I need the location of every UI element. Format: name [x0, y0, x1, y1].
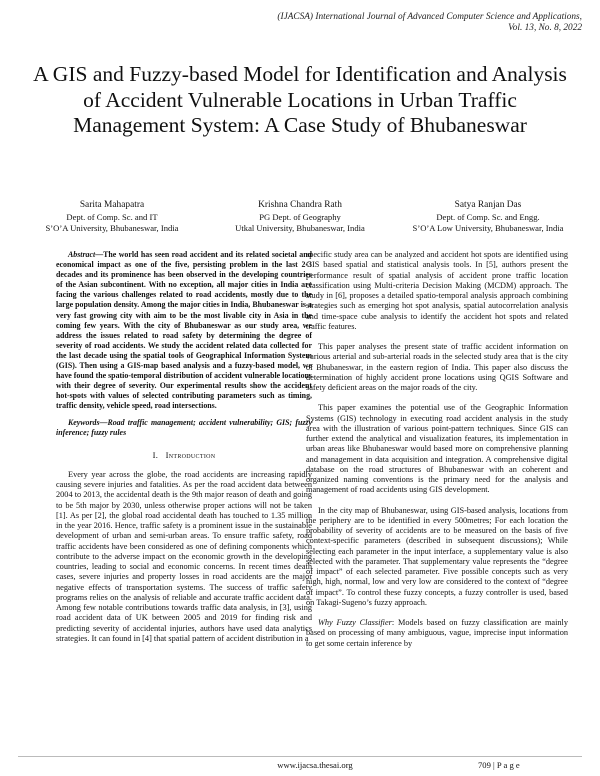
keywords [56, 418, 312, 438]
body-paragraph: This paper examines the potential use of the Geographic Information Systems (GIS) technology in executing road accident analysis in the study area with the illustration of various point-pattern techniques. Since GIS can further extend the analytical and visualization features, its implementation in urban areas like Bhubaneswar would based more on comprehensive planning and management in data acquisition and integration. A comprehensive digital database on the road structures of Bhubaneswar with an coherent and organized naming conventions is the primary need for the analysis and management of road accidents using GIS development. [306, 403, 568, 495]
body-paragraph: Every year across the globe, the road accidents are increasing rapidly causing severe injuries and fatalities. As per the road accident data between 2004 to 2013, the accidental death is the 9th major reason of death and going to be 5th major by 2030, unless otherwise proper actions will not be taken [1]. As per [2], the global road accidental death has touched to 1.35 million in the year 2016. Hence, traffic safety is a prominent issue in the sustainable development of urban and semi-urban areas. To ensure traffic safety, road traffic accidents have been considered as one of defining components which contribute to the adverse impact on the economic growth in the developing countries, leading to social and economic concerns. In recent times death cases, severe injuries and property losses in road accidents are the major negative effects of transportation systems. The success of traffic safety programs relies on the analysis of reliable and accurate traffic accident data. Among few notable contributions towards traffic data analysis, in [3], using road accident data of UK between 2005 and 2019 for finding risk and predicting severity of accidental injuries, authors have used data analytics strategies. It can found in [4] that spatial pattern of accident distribution in a [56, 469, 312, 643]
paragraph-text: : Models based on fuzzy classification are mainly based on processing of many ambiguous, vague, imprecise input information to get some certain inference by [306, 618, 568, 648]
page-footer [0, 760, 600, 772]
footer-divider [18, 756, 582, 757]
author-2 [206, 200, 394, 234]
author-name: Sarita Mahapatra [79, 200, 145, 210]
abstract-label: Abstract [68, 250, 96, 259]
keywords-text: —Road traffic management; accident vulnerability; GIS; fuzzy inference; fuzzy rules [56, 417, 312, 437]
keywords-label: Keywords [68, 417, 100, 427]
abstract-text: —The world has seen road accident and its related societal and economical impact as one of the five, persisting problem in the last 2-3 decades and its prominence has been observed in the developing countries of the Asian subcontinent. With no exception, all major cities in India are facing the various challenges related to road accidents, mostly due to the large population density. Among the major cities in India, Bhubaneswar is a very fast growing city with aim to be the most livable city in Asia in the coming few years. With the city of Bhubaneswar as our study area, we address the issues related to road safety by determining the degree of severity of road accidents. We study the accident related data collected for the last decade using the spatial tools of Geographical Information System (GIS). Then using a GIS-map based analysis and a fuzzy-based model, we have found the spatio-temporal distribution of accident vulnerable locations with their degree of severity. Our experimental results show the accident hot-spots with values of selected contributing parameters such as timing, traffic density, vehicle speed, road intersections. [56, 250, 312, 411]
author-dept: Dept. of Comp. Sc. and IT [66, 212, 158, 222]
paragraph-lead: Why Fuzzy Classifier [318, 618, 392, 627]
section-number: I. [152, 449, 159, 460]
left-column [56, 250, 312, 644]
footer-url[interactable]: www.ijacsa.thesai.org [277, 760, 353, 770]
author-affiliation: S’O’A Low University, Bhubaneswar, India [412, 223, 564, 233]
section-title: Introduction [165, 449, 216, 460]
body-paragraph [306, 618, 568, 649]
author-block [18, 200, 582, 234]
author-name: Krishna Chandra Rath [258, 200, 342, 210]
section-heading [56, 450, 312, 460]
author-affiliation: Utkal University, Bhubaneswar, India [235, 223, 365, 233]
author-1 [18, 200, 206, 234]
page-number: 709 | P a g e [478, 760, 520, 770]
author-dept: Dept. of Comp. Sc. and Engg. [436, 212, 540, 222]
author-name: Satya Ranjan Das [454, 200, 522, 210]
paper-title: A GIS and Fuzzy-based Model for Identification and Analysis of Accident Vulnerable Locations in Urban Traffic Management System: A Case Study of Bhubaneswar [33, 62, 567, 137]
right-column [306, 250, 568, 649]
author-3 [394, 200, 582, 234]
author-dept: PG Dept. of Geography [259, 212, 341, 222]
body-paragraph: specific study area can be analyzed and accident hot spots are identified using GIS based spatial and statistical analysis tools. In [5], authors present the performance result of spatial analysis of accident prone traffic location classification using Multi-criteria Decision Making (MCDM) approach. The study in [6], proposes a detailed spatio-temporal analysis approach combining strategies such as emerging hot spot analysis, spatial autocorrelation analysis and time-space cube analysis to identify the accident hot spots and related traffic features. [306, 250, 568, 331]
author-affiliation: S’O’A University, Bhubaneswar, India [45, 223, 179, 233]
journal-volume: Vol. 13, No. 8, 2022 [508, 23, 582, 33]
body-paragraph: In the city map of Bhubaneswar, using GIS-based analysis, locations from the periphery are to be identified in every 500metres; For each location the probability of severity of accidents are to be measured on the basis of five context-specific parameters (described in subsequent discussions); While selecting each parameter in the input interface, a supplementary value is also selected with the parameter. That supplementary value represents the “degree of impact” of each selected parameter. Five possible concepts such as very high, high, normal, low and very low are considered to the context of “degree of impact”. To control these fuzzy concepts, a fuzzy controller is used, based on Takagi-Sugeno’s fuzzy approach. [306, 505, 568, 607]
journal-header [202, 12, 582, 34]
journal-name: (IJACSA) International Journal of Advanced Computer Science and Applications, [277, 12, 582, 22]
abstract [56, 250, 312, 412]
body-paragraph: This paper analyses the present state of traffic accident information on various arterial and sub-arterial roads in the selected study area that is the city of Bhubaneswar, in the eastern region of India. This paper also discuss the determination of highly accident prone locations using QGIS Software and safety deficient areas on the major roads of the city. [306, 342, 568, 392]
